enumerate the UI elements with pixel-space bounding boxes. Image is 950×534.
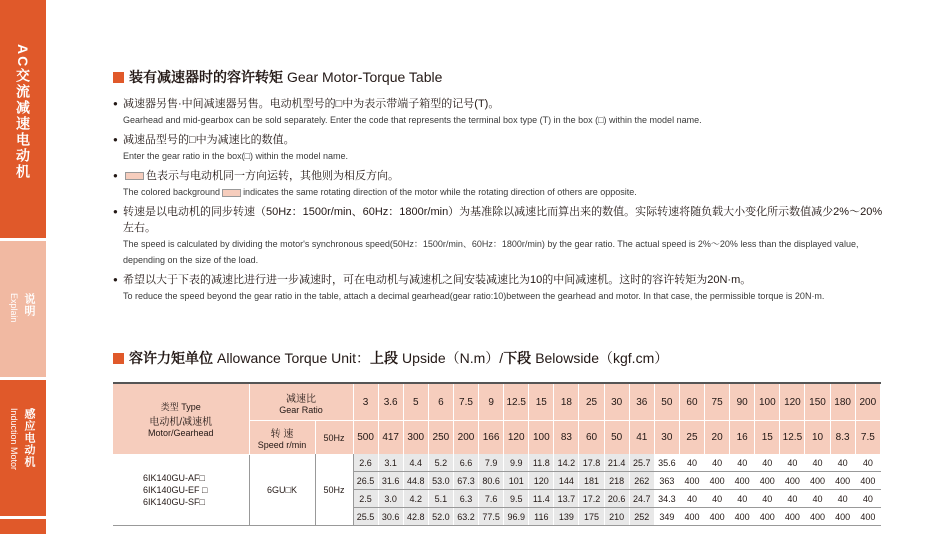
speed-value: 25 — [679, 421, 704, 455]
note-cn — [113, 168, 883, 184]
torque-value: 21.4 — [604, 454, 629, 472]
torque-value: 4.2 — [403, 490, 428, 508]
gear-ratio-value: 7.5 — [453, 384, 478, 421]
note-en — [113, 184, 883, 200]
torque-value: 9.5 — [504, 490, 529, 508]
table-header-ratio-row — [113, 384, 881, 421]
motor-model-cell — [113, 454, 249, 526]
motor-model: 6IK140GU-SF□ — [143, 496, 205, 507]
note-en: To reduce the speed beyond the gear ratio in the table, attach a decimal gearhead(gear ratio:10)between the gearhead and motor. In that case, the permissible torque is 20N·m. — [123, 291, 825, 301]
sidebar-explain-cn: 说明 — [23, 293, 35, 317]
sidebar-explain-tab[interactable] — [0, 241, 46, 377]
note-en-suffix: indicates the same rotating direction of the motor while the rotating direction of others are opposite. — [243, 187, 637, 197]
type-label: 类型 Type — [160, 401, 201, 412]
torque-value: 400 — [830, 508, 855, 526]
square-bullet-icon — [113, 72, 124, 83]
sidebar — [0, 0, 46, 534]
torque-value: 139 — [554, 508, 579, 526]
torque-value: 363 — [654, 472, 679, 490]
torque-value: 40 — [705, 454, 730, 472]
type-header-cell — [113, 384, 249, 454]
sidebar-main-tab[interactable] — [0, 0, 46, 238]
torque-table — [113, 384, 881, 526]
speed-value: 83 — [554, 421, 579, 455]
gear-ratio-value: 3 — [353, 384, 378, 421]
torque-value: 52.0 — [428, 508, 453, 526]
square-bullet-icon — [113, 353, 124, 364]
torque-value: 218 — [604, 472, 629, 490]
speed-value: 50 — [604, 421, 629, 455]
section1-title-cn: 装有减速器时的容许转矩 — [129, 69, 283, 85]
section2-title-cn2: 上段 — [370, 350, 399, 366]
note-cn: ● 减速器另售·中间减速器另售。电动机型号的□中为表示带端子箱型的记号(T)。 — [113, 96, 883, 112]
speed-value: 100 — [529, 421, 554, 455]
torque-value: 210 — [604, 508, 629, 526]
torque-value: 40 — [730, 454, 755, 472]
torque-value: 40 — [805, 490, 830, 508]
torque-value: 25.7 — [629, 454, 654, 472]
gear-ratio-value: 90 — [730, 384, 755, 421]
motor-model: 6IK140GU-AF□ — [143, 472, 205, 483]
gear-ratio-value: 18 — [554, 384, 579, 421]
speed-value: 417 — [378, 421, 403, 455]
torque-value: 40 — [805, 454, 830, 472]
torque-value: 400 — [679, 508, 704, 526]
torque-value: 2.5 — [353, 490, 378, 508]
section-title-allowance-torque — [113, 348, 668, 368]
torque-value: 400 — [755, 472, 780, 490]
torque-value: 144 — [554, 472, 579, 490]
torque-value: 40 — [855, 454, 880, 472]
section2-title-en3: Belowside（kgf.cm） — [535, 350, 669, 366]
section2-title-cn3: 下段 — [503, 350, 532, 366]
sidebar-bottom-tab — [0, 519, 46, 534]
table-row — [113, 454, 881, 472]
notes-list — [113, 96, 883, 308]
gear-ratio-value: 200 — [855, 384, 880, 421]
torque-value: 400 — [730, 472, 755, 490]
note-cn: ● 转速是以电动机的同步转速（50Hz：1500r/min、60Hz：1800r/min）为基准除以减速比而算出来的数值。实际转速将随负载大小变化所示数值减少2%～20%左右。 — [113, 204, 883, 236]
section1-title-en: Gear Motor-Torque Table — [287, 69, 443, 85]
torque-value: 4.4 — [403, 454, 428, 472]
gear-ratio-value: 36 — [629, 384, 654, 421]
gear-ratio-value: 150 — [805, 384, 830, 421]
torque-value: 400 — [830, 472, 855, 490]
speed-hz-label: 50Hz — [315, 421, 353, 455]
torque-value: 400 — [780, 508, 805, 526]
torque-value: 53.0 — [428, 472, 453, 490]
speed-value: 166 — [479, 421, 504, 455]
torque-value: 40 — [705, 490, 730, 508]
torque-value: 34.3 — [654, 490, 679, 508]
torque-value: 181 — [579, 472, 604, 490]
gear-ratio-value: 9 — [479, 384, 504, 421]
gear-ratio-value: 25 — [579, 384, 604, 421]
torque-value: 349 — [654, 508, 679, 526]
torque-value: 6.6 — [453, 454, 478, 472]
torque-value: 20.6 — [604, 490, 629, 508]
speed-value: 30 — [654, 421, 679, 455]
torque-value: 6.3 — [453, 490, 478, 508]
gear-ratio-value: 75 — [705, 384, 730, 421]
speed-value: 500 — [353, 421, 378, 455]
torque-value: 40 — [679, 490, 704, 508]
speed-value: 10 — [805, 421, 830, 455]
torque-value: 25.5 — [353, 508, 378, 526]
note-en-prefix: The colored background — [123, 187, 221, 197]
torque-value: 400 — [705, 508, 730, 526]
sidebar-explain-en: Explain — [9, 293, 19, 323]
torque-value: 400 — [855, 508, 880, 526]
note-item — [113, 272, 883, 304]
torque-value: 44.8 — [403, 472, 428, 490]
speed-value: 200 — [453, 421, 478, 455]
note-en: Gearhead and mid-gearbox can be sold separately. Enter the code that represents the terminal box type (T) in the box (□) within the model name. — [123, 115, 702, 125]
torque-value: 40 — [855, 490, 880, 508]
torque-value: 77.5 — [479, 508, 504, 526]
speed-label-en: Speed r/min — [257, 440, 307, 450]
gear-ratio-value: 30 — [604, 384, 629, 421]
speed-value: 250 — [428, 421, 453, 455]
torque-value: 5.2 — [428, 454, 453, 472]
torque-value: 7.6 — [479, 490, 504, 508]
gear-ratio-header-cell — [249, 384, 353, 421]
speed-value: 15 — [755, 421, 780, 455]
torque-value: 67.3 — [453, 472, 478, 490]
torque-value: 400 — [679, 472, 704, 490]
frequency-cell: 50Hz — [315, 454, 353, 526]
speed-value: 8.3 — [830, 421, 855, 455]
torque-value: 400 — [855, 472, 880, 490]
torque-value: 96.9 — [504, 508, 529, 526]
note-item — [113, 96, 883, 128]
torque-value: 101 — [504, 472, 529, 490]
torque-value: 400 — [755, 508, 780, 526]
gear-ratio-value: 15 — [529, 384, 554, 421]
gear-ratio-value: 5 — [403, 384, 428, 421]
sidebar-motor-cn: 感应电动机 — [23, 408, 35, 468]
torque-value: 35.6 — [654, 454, 679, 472]
torque-value: 40 — [830, 490, 855, 508]
gear-ratio-value: 120 — [780, 384, 805, 421]
torque-value: 252 — [629, 508, 654, 526]
type-label-en: Motor/Gearhead — [147, 427, 214, 438]
torque-value: 3.1 — [378, 454, 403, 472]
torque-value: 40 — [755, 490, 780, 508]
sidebar-motor-en: Induction Motor — [9, 408, 19, 471]
gear-ratio-value: 180 — [830, 384, 855, 421]
speed-value: 120 — [504, 421, 529, 455]
torque-value: 42.8 — [403, 508, 428, 526]
note-cn: ● 减速品型号的□中为减速比的数值。 — [113, 132, 883, 148]
torque-value: 400 — [780, 472, 805, 490]
note-cn-text: 色表示与电动机同一方向运转，其他则为相反方向。 — [146, 170, 399, 182]
gear-ratio-value: 3.6 — [378, 384, 403, 421]
torque-value: 40 — [780, 490, 805, 508]
torque-value: 17.2 — [579, 490, 604, 508]
torque-value: 3.0 — [378, 490, 403, 508]
note-cn: ● 希望以大于下表的减速比进行进一步减速时，可在电动机与减速机之间安装减速比为10的中间减速机。这时的容许转矩为20N·m。 — [113, 272, 883, 288]
gear-ratio-value: 60 — [679, 384, 704, 421]
torque-value: 7.9 — [479, 454, 504, 472]
color-swatch-icon — [125, 172, 144, 180]
color-swatch-icon — [222, 189, 241, 197]
speed-value: 41 — [629, 421, 654, 455]
torque-value: 40 — [679, 454, 704, 472]
speed-value: 16 — [730, 421, 755, 455]
torque-value: 30.6 — [378, 508, 403, 526]
note-item — [113, 132, 883, 164]
gear-ratio-value: 100 — [755, 384, 780, 421]
torque-value: 63.2 — [453, 508, 478, 526]
gear-ratio-value: 6 — [428, 384, 453, 421]
torque-value: 400 — [805, 472, 830, 490]
note-en: The speed is calculated by dividing the motor's synchronous speed(50Hz：1500r/min、60Hz：1800r/min) by the gear ratio. The actual speed is 2%～20% less than the displayed value, depending on the size of the load. — [123, 239, 859, 265]
torque-value: 262 — [629, 472, 654, 490]
section-title-torque-table — [113, 67, 442, 87]
speed-value: 12.5 — [780, 421, 805, 455]
section2-title-en2: Upside（N.m）/ — [402, 350, 504, 366]
torque-value: 400 — [705, 472, 730, 490]
torque-value: 14.2 — [554, 454, 579, 472]
section2-title-cn1: 容许力矩单位 — [129, 350, 213, 366]
torque-value: 175 — [579, 508, 604, 526]
sidebar-motor-tab[interactable] — [0, 380, 46, 516]
note-en: Enter the gear ratio in the box(□) within the model name. — [123, 151, 349, 161]
speed-header-cell — [249, 421, 315, 455]
gear-ratio-label-en: Gear Ratio — [279, 404, 323, 415]
speed-value: 60 — [579, 421, 604, 455]
torque-value: 80.6 — [479, 472, 504, 490]
torque-value: 40 — [780, 454, 805, 472]
motor-model: 6IK140GU-EF □ — [143, 484, 208, 495]
note-item — [113, 168, 883, 200]
torque-value: 40 — [755, 454, 780, 472]
speed-value: 7.5 — [855, 421, 880, 455]
speed-value: 300 — [403, 421, 428, 455]
torque-value: 11.8 — [529, 454, 554, 472]
torque-value: 31.6 — [378, 472, 403, 490]
torque-value: 40 — [830, 454, 855, 472]
note-item — [113, 204, 883, 268]
torque-value: 5.1 — [428, 490, 453, 508]
torque-value: 400 — [805, 508, 830, 526]
torque-value: 11.4 — [529, 490, 554, 508]
torque-value: 2.6 — [353, 454, 378, 472]
gear-ratio-value: 50 — [654, 384, 679, 421]
gear-ratio-value: 12.5 — [504, 384, 529, 421]
torque-value: 17.8 — [579, 454, 604, 472]
torque-value: 9.9 — [504, 454, 529, 472]
speed-label-cn: 转 速 — [270, 429, 294, 440]
section2-title-en1: Allowance Torque Unit： — [217, 350, 371, 366]
torque-value: 13.7 — [554, 490, 579, 508]
gearhead-model: 6GU□K — [249, 454, 315, 526]
gear-ratio-label-cn: 减速比 — [286, 393, 316, 405]
torque-value: 26.5 — [353, 472, 378, 490]
torque-value: 120 — [529, 472, 554, 490]
type-label-cn: 电动机/减速机 — [149, 416, 213, 428]
speed-value: 20 — [705, 421, 730, 455]
torque-value: 40 — [730, 490, 755, 508]
torque-value: 400 — [730, 508, 755, 526]
torque-value: 24.7 — [629, 490, 654, 508]
sidebar-main-label: AC交流减速电动机 — [15, 44, 31, 181]
torque-value: 116 — [529, 508, 554, 526]
